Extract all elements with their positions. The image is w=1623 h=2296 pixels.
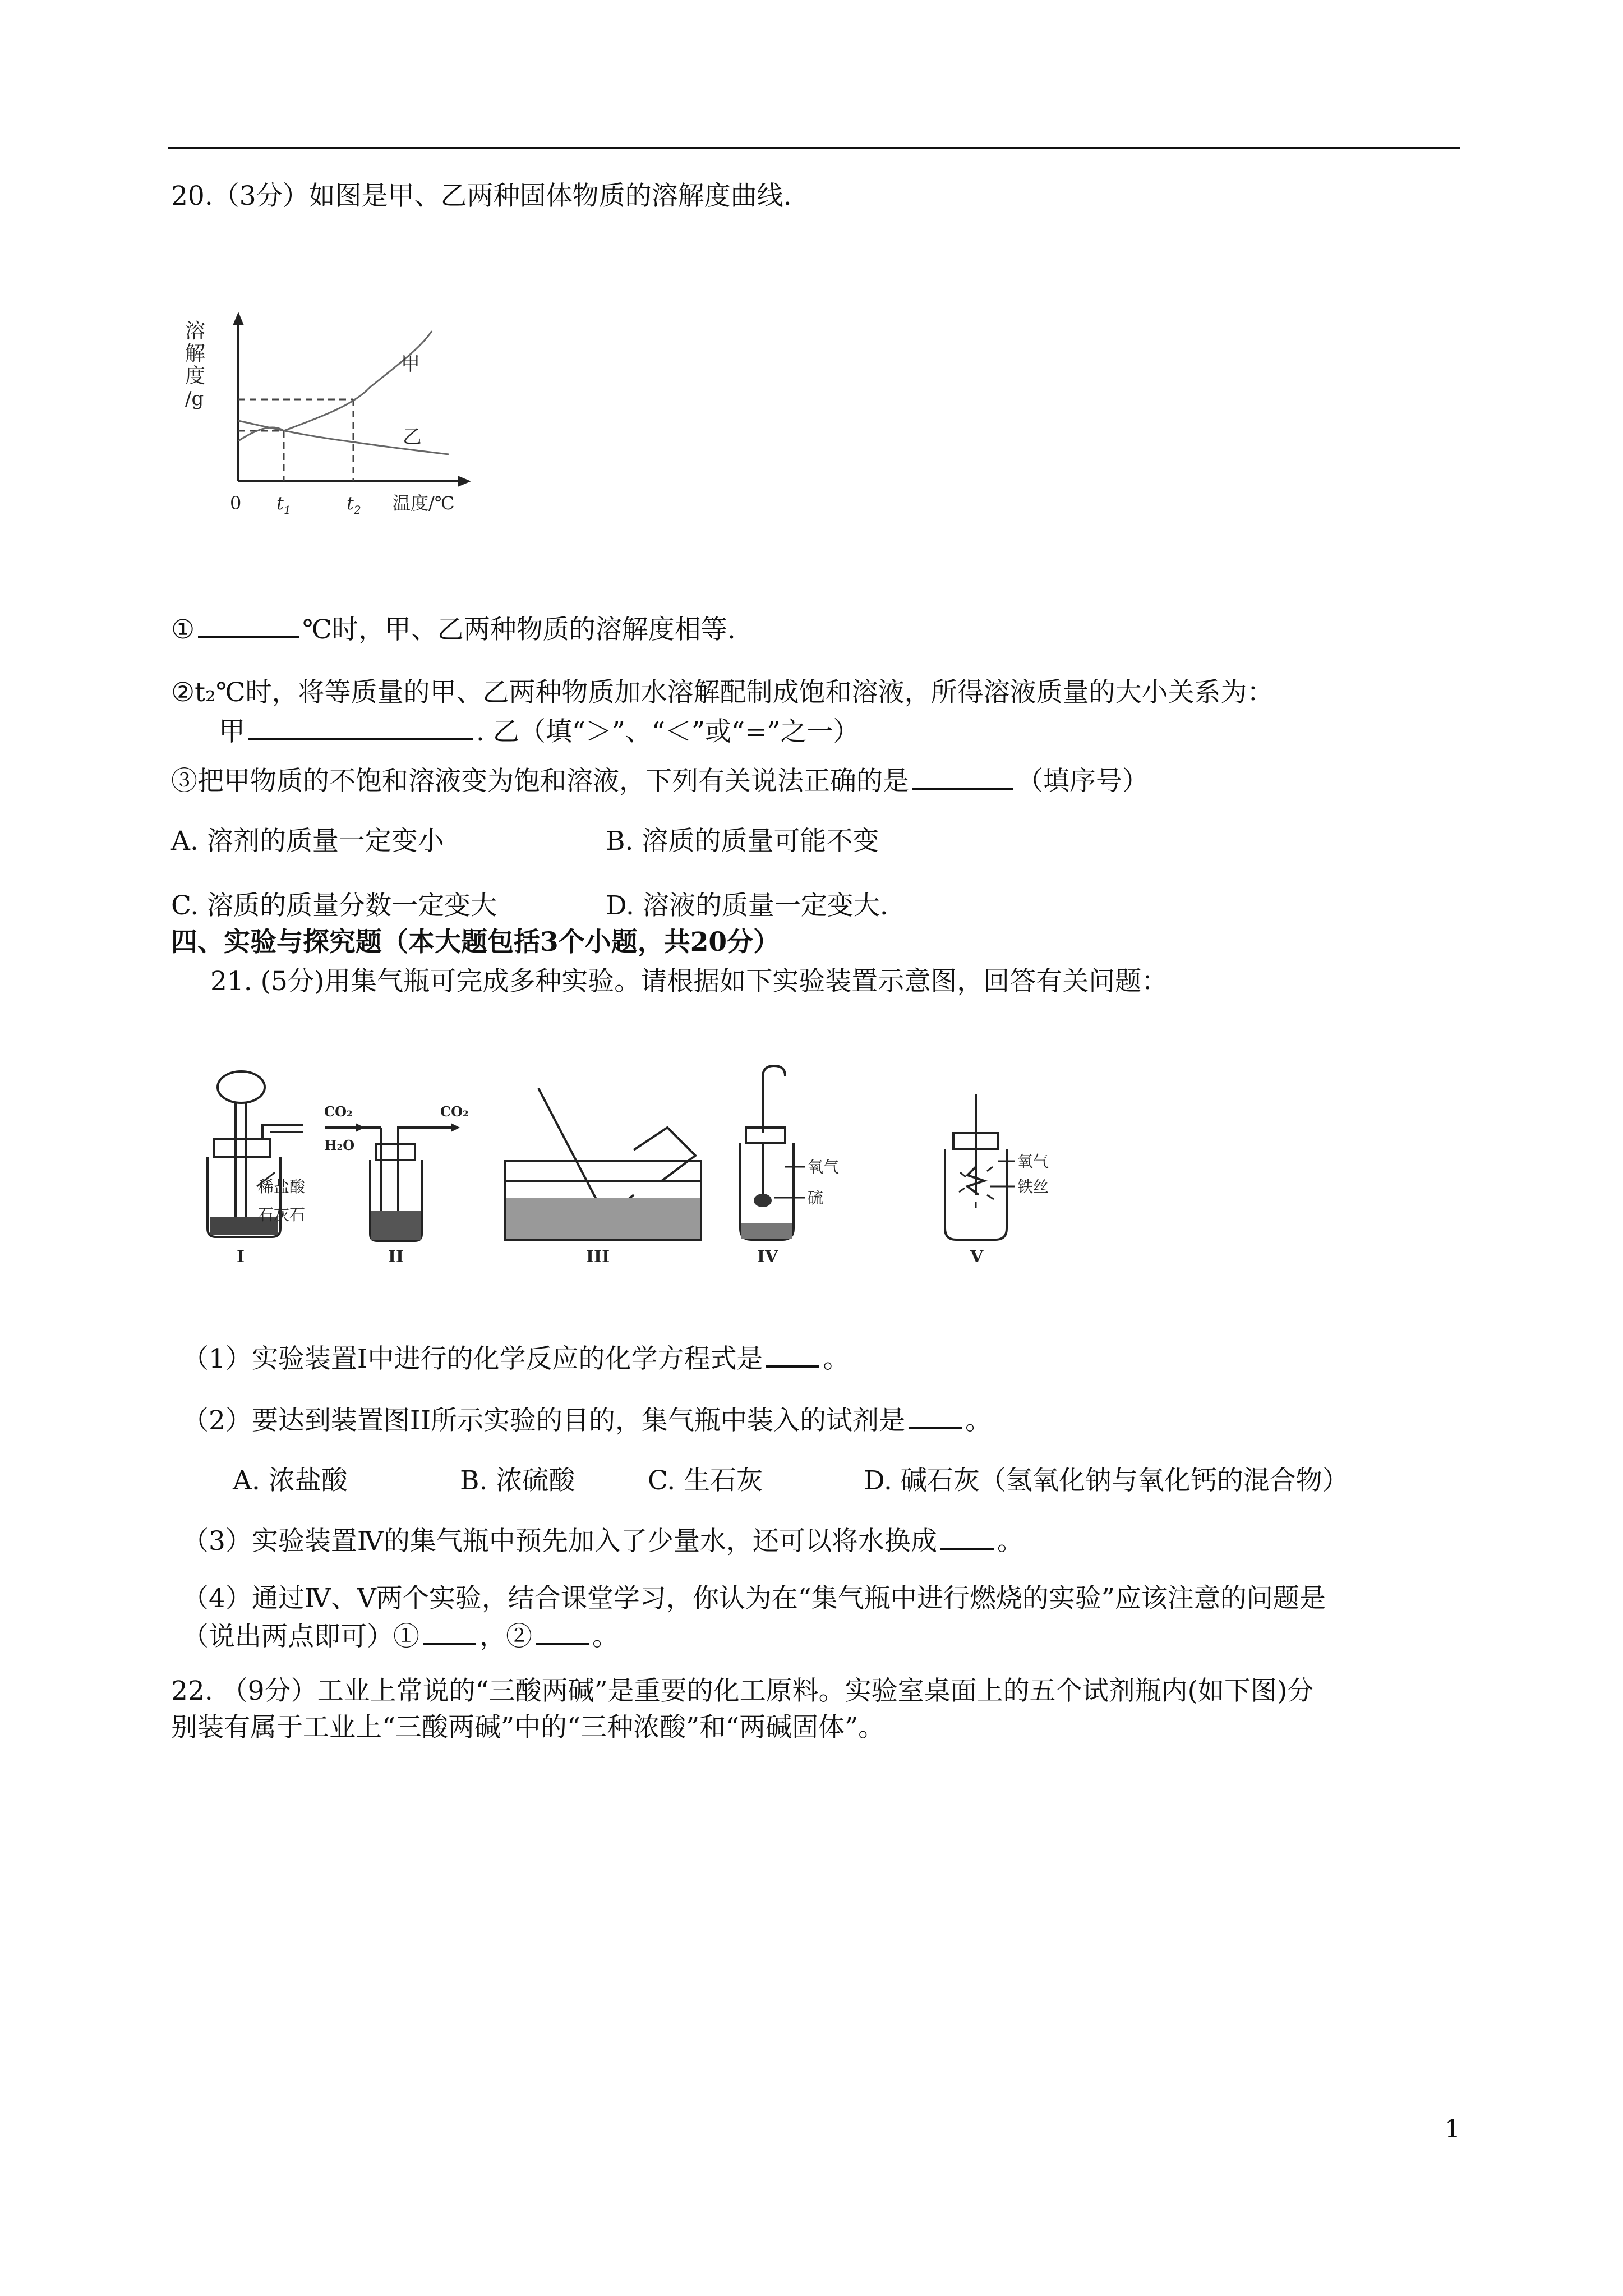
q20-s2-line2: 甲 . 乙（填“＞”、“＜”或“=”之一）: [219, 714, 859, 749]
apparatus-v: [945, 1094, 1007, 1240]
q21-p2-option-a: A. 浓盐酸: [233, 1465, 348, 1496]
roman-ii: II: [388, 1247, 404, 1267]
arrow-ii-in: [356, 1123, 365, 1132]
q20-option-a: A. 溶剂的质量一定变小: [171, 826, 444, 857]
answer-blank-3[interactable]: [912, 763, 1013, 790]
apparatus-iv-water: [741, 1223, 792, 1239]
label-ii-in-1: CO₂: [324, 1103, 353, 1120]
tick-t2-sub: 2: [354, 503, 361, 517]
answer-blank-6[interactable]: [940, 1523, 994, 1550]
roman-i: I: [237, 1247, 245, 1267]
q21-p2-option-d: D. 碱石灰（氢氧化钠与氧化钙的混合物）: [864, 1465, 1349, 1496]
roman-iii: III: [586, 1247, 610, 1267]
origin-label: 0: [230, 493, 242, 514]
answer-blank-5[interactable]: [909, 1402, 962, 1429]
q20-option-b: B. 溶质的质量可能不变: [606, 826, 879, 857]
q20-s2-line1: ②t₂℃时，将等质量的甲、乙两种物质加水溶解配制成饱和溶液，所得溶液质量的大小关系为：: [171, 677, 1274, 708]
label-v-oxygen: 氧气: [1017, 1152, 1049, 1171]
q21-p3: （3）实验装置Ⅳ的集气瓶中预先加入了少量水，还可以将水换成 。: [182, 1523, 1023, 1558]
answer-blank-8[interactable]: [536, 1618, 589, 1645]
roman-iv: IV: [757, 1247, 778, 1267]
q22-line2: 别装有属于工业上“三酸两碱”中的“三种浓酸”和“两碱固体”。: [171, 1712, 885, 1743]
x-axis-arrow: [458, 476, 471, 487]
solubility-graph: [185, 309, 499, 527]
curve-b-label: 乙: [403, 426, 422, 448]
q21-p2-option-c: C. 生石灰: [648, 1465, 763, 1496]
curve-a: [284, 331, 432, 431]
label-v-iron: 铁丝: [1017, 1177, 1049, 1196]
tick-t1: t: [276, 493, 284, 514]
answer-blank-4[interactable]: [766, 1341, 819, 1368]
page-number: 1: [1445, 2115, 1460, 2143]
q21-heading: 21. (5分)用集气瓶可完成多种实验。请根据如下实验装置示意图，回答有关问题：: [210, 966, 1168, 997]
answer-blank-7[interactable]: [423, 1618, 476, 1645]
q20-option-c: C. 溶质的质量分数一定变大: [171, 890, 497, 921]
y-axis-arrow: [233, 312, 244, 325]
q20-heading: 20.（3分）如图是甲、乙两种固体物质的溶解度曲线.: [171, 181, 792, 211]
label-ii-in-2: H₂O: [324, 1137, 355, 1153]
apparatus-ii-liquid: [371, 1211, 421, 1240]
y-label-3: 度: [185, 365, 206, 388]
roman-v: V: [970, 1247, 984, 1267]
x-label: 温度/℃: [393, 493, 455, 514]
y-label-2: 解: [185, 342, 206, 365]
q22-line1: 22. （9分）工业上常说的“三酸两碱”是重要的化工原料。实验室桌面上的五个试剂瓶内(如下图)分: [171, 1676, 1314, 1706]
label-iv-oxygen: 氧气: [808, 1158, 840, 1176]
q20-s3: ③把甲物质的不饱和溶液变为饱和溶液，下列有关说法正确的是 （填序号）: [171, 763, 1149, 798]
header-rule: [168, 147, 1460, 149]
label-dilute-hcl: 稀盐酸: [258, 1177, 306, 1196]
y-label-4: /g: [185, 388, 204, 410]
curve-a-label: 甲: [401, 353, 420, 375]
q21-p2: （2）要达到装置图II所示实验的目的，集气瓶中装入的试剂是 。: [182, 1402, 992, 1438]
label-ii-out: CO₂: [440, 1103, 469, 1120]
tick-t1-sub: 1: [284, 503, 291, 517]
apparatus-figure: [191, 1060, 1099, 1268]
q21-p2-option-b: B. 浓硫酸: [460, 1465, 575, 1496]
apparatus-iv: [740, 1066, 794, 1240]
q21-p4-line1: （4）通过Ⅳ、Ⅴ两个实验，结合课堂学习，你认为在“集气瓶中进行燃烧的实验”应该注意的问题是: [182, 1583, 1326, 1614]
sulfur-spoon: [754, 1194, 772, 1207]
q21-p1: （1）实验装置Ⅰ中进行的化学反应的化学方程式是 。: [182, 1341, 849, 1376]
label-iv-sulfur: 硫: [808, 1189, 824, 1207]
apparatus-iii-water: [506, 1198, 700, 1239]
q20-s1: ① ℃时，甲、乙两种物质的溶解度相等.: [171, 611, 736, 647]
answer-blank-2[interactable]: [248, 714, 473, 740]
q21-p4-line2: （说出两点即可）① ，② 。: [182, 1618, 619, 1654]
answer-blank-1[interactable]: [198, 611, 299, 638]
label-limestone: 石灰石: [258, 1205, 306, 1224]
y-label-1: 溶: [185, 320, 206, 343]
tick-t2: t: [347, 493, 354, 514]
section4-title: 四、实验与探究题（本大题包括3个小题，共20分）: [171, 927, 780, 958]
q20-option-d: D. 溶液的质量一定变大.: [606, 890, 888, 921]
